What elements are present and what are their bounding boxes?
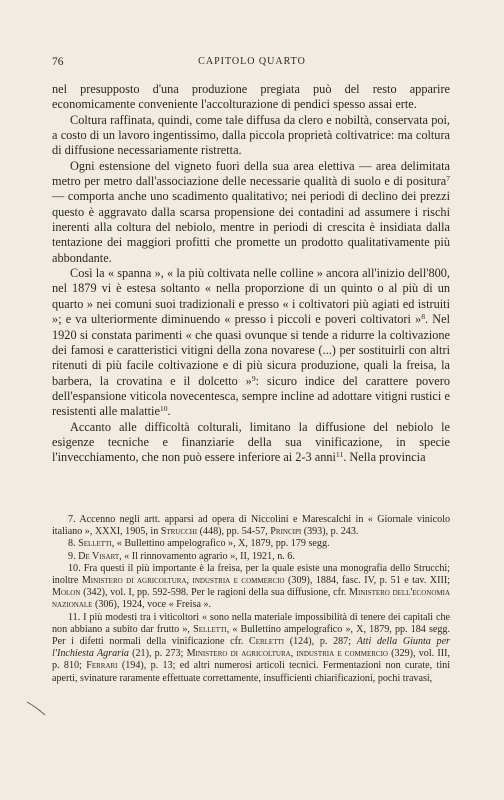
- paragraph: Accanto alle difficoltà colturali, limitano la diffusione del nebiolo le esigenze tecniche e finanziarie della sua vinificazione, in specie l'invecchiamento, che non può essere inferiore ai 2-3 anni$^{11}$. Nella provincia: [52, 419, 450, 465]
- footnote: 11. I più modesti tra i viticoltori « sono nella materiale impossibilità di tenere dei capitali che non abbiano a subito dar frutto », Selletti, « Bullettino ampelografico », X, 1879, pp. 184 segg. Per i difetti normali della vinificazione cfr. Cerletti (124), p. 287; Atti della Giunta per l'Inchiesta Agraria (21), p. 273; Ministero di agricoltura, industria e commercio (329), vol. III, p. 810; Ferrari (194), p. 13; ed altri numerosi articoli tecnici. Fermentazioni non curate, tini aperti, svinature raramente effettuate correttamente, insufficienti chiarificazioni, pochi travasi,: [52, 611, 450, 684]
- footnote: 9. De Visart, « Il rinnovamento agrario », II, 1921, n. 6.: [68, 550, 295, 562]
- paragraph: nel presupposto d'una produzione pregiata può del resto apparire economicamente conveniente l'accolturazione di pendici spesso assai erte.: [52, 82, 450, 112]
- running-title: CAPITOLO QUARTO: [198, 56, 306, 67]
- footnote-ref[interactable]: 11: [335, 450, 344, 460]
- paragraph: Coltura raffinata, quindi, come tale diffusa da clero e nobiltà, conservata poi, a costo di un lavoro ingentissimo, dalla piccola proprietà coltivatrice: ma coltura di diffusione necessariamente ristretta.: [52, 112, 450, 158]
- paragraph: Ogni estensione del vigneto fuori della sua area elettiva — area delimitata metro per metro dall'associazione delle necessarie qualità di suolo e di positura$^7$ — comporta anche uno scadimento qualitativo; nei periodi di declino dei prezzi questo è aggravato dalla scarsa propensione dei contadini ad assumere i rischi inerenti alla coltura del nebiolo, mentre in periodi di crescita è insidiata dalla tentazione dei maggiori profitti che promette un prodotto qualitativamente più abbondante.: [52, 158, 450, 265]
- footnote: 8. Selletti, « Bullettino ampelografico », X, 1879, pp. 179 segg.: [68, 538, 330, 550]
- footnote: 10. Fra questi il più importante è la freisa, per la quale esiste una monografia dello Strucchi; inoltre Ministero di agricoltura, industria e commercio (309), 1884, fasc. IV, p. 51 e tav. XIII; Molon (342), vol. I, pp. 592-598. Per le ragioni della sua diffusione, cfr. Ministero dell'economia nazionale (306), 1924, voce « Freisa ».: [52, 562, 450, 611]
- footnote-ref[interactable]: 10: [159, 404, 168, 414]
- page-header: [52, 56, 452, 70]
- footnote-ref[interactable]: 9: [251, 373, 256, 383]
- page-number: 76: [52, 56, 64, 68]
- footnote-ref[interactable]: 8: [421, 311, 426, 321]
- paragraph: Così la « spanna », « la più coltivata nelle colline » ancora all'inizio dell'800, nel 1879 vi è estesa soltanto « nella proporzione di un quinto o al più di un quarto » nei comuni suoi tradizionali e presso « i coltivatori più agiati ed istruiti »; e va ulteriormente diminuendo « presso i piccoli e poveri coltivatori »$^8$. Nel 1920 si constata parimenti « che quasi ovunque si tende a ridurre la coltivazione dei famosi e caratteristici vitigni della zona novarese (...) per sostituirli con altri ritenuti di più facile coltivazione e di più sicura produzione, quali la freisa, la barbera, la crovatina e il dolcetto »$^9$: sicuro indice del carattere povero dell'espansione viticola novecentesca, sempre incline ad adottare vitigni rustici e resistenti alle malattie$^{10}$.: [52, 266, 451, 419]
- footnotes: [52, 514, 450, 685]
- main-text: [52, 82, 450, 466]
- footnote: 7. Accenno negli artt. apparsi ad opera di Niccolini e Marescalchi in « Giornale vinicolo italiano », XXXI, 1905, in Strucchi (448), pp. 54-57, Principi (393), p. 243.: [52, 514, 450, 538]
- pencil-mark: [26, 700, 46, 716]
- footnote-ref[interactable]: 7: [446, 173, 450, 183]
